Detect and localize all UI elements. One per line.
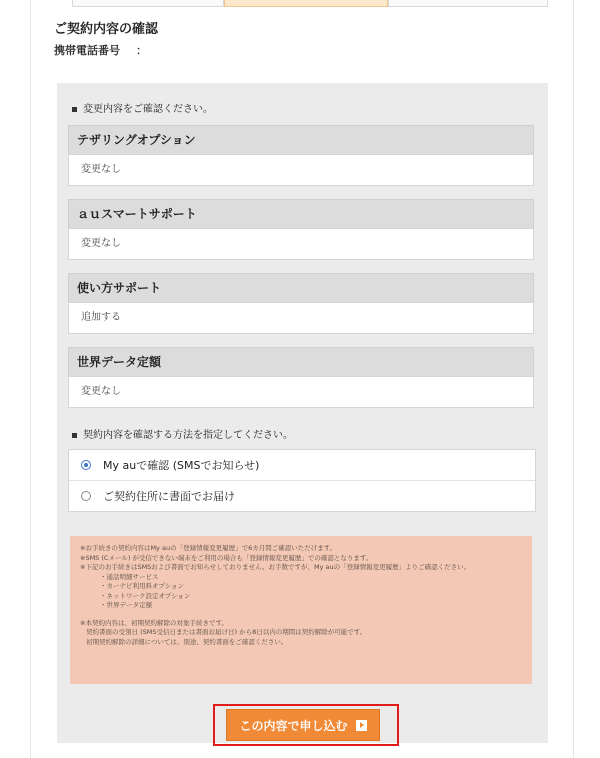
page-title: ご契約内容の確認: [54, 22, 159, 37]
notice-bullet: ・カーナビ利用料オプション: [100, 582, 184, 590]
notice-bullet: ・ネットワーク設定オプション: [100, 591, 191, 600]
square-bullet-icon: [72, 107, 77, 112]
changes-heading: [72, 100, 213, 115]
notice-box: [70, 536, 532, 684]
radio-option-paper[interactable]: [69, 480, 535, 511]
top-tab-segment-active: [224, 0, 388, 7]
square-bullet-icon: [72, 433, 77, 438]
radio-option-label: ご契約住所に書面でお届け: [103, 490, 235, 503]
option-title: 使い方サポート: [68, 273, 534, 302]
phone-number-separator: ：: [136, 44, 147, 57]
option-tethering: [68, 125, 534, 186]
option-au-smart-support: [68, 199, 534, 260]
option-title: 世界データ定額: [68, 347, 534, 376]
top-tab-strip: [72, 0, 548, 6]
notice-line: ※お手続きの契約内容はMy auの「登録情報変更履歴」で6カ月間ご確認いただけます。: [80, 544, 337, 552]
arrow-right-icon: [356, 720, 367, 731]
notice-footer-line: ※本契約内容は、初期契約解除の対象手続きです。: [80, 618, 228, 627]
confirm-method-heading-text: 契約内容を確認する方法を指定してください。: [83, 430, 293, 441]
notice-spacer: [80, 611, 522, 619]
option-value: 追加する: [68, 302, 534, 334]
notice-footer-line: 初期契約解除の詳細については、別途、契約書面をご確認ください。: [86, 637, 288, 646]
top-tab-segment: [72, 0, 224, 7]
confirm-method-radio-group: [68, 449, 536, 512]
radio-option-label: My auで確認 (SMSでお知らせ): [103, 459, 260, 472]
notice-bullet: ・通話明細サービス: [100, 572, 159, 581]
radio-selected-icon[interactable]: [81, 460, 91, 470]
notice-line: ※下記のお手続きはSMSおよび書面でお知らせしておりません。お手数ですが、My auの「登録情報変更履歴」よりご確認ください。: [80, 563, 471, 571]
option-value: 変更なし: [68, 376, 534, 408]
option-world-data-flat: [68, 347, 534, 408]
top-tab-segment: [388, 0, 548, 7]
submit-button[interactable]: [226, 709, 380, 741]
notice-line: ※SMS (Cメール) が受信できない端末をご利用の場合も「登録情報変更履歴」での確認となります。: [80, 553, 373, 562]
changes-heading-text: 変更内容をご確認ください。: [83, 104, 213, 115]
notice-footer-line: 契約書面の受領日 (SMS受信日または書面お届け日) から8日以内の期間は契約解除が可能です。: [86, 628, 367, 636]
submit-button-label: この内容で申し込む: [239, 718, 348, 733]
phone-number-label: 携帯電話番号: [54, 44, 120, 57]
option-value: 変更なし: [68, 154, 534, 186]
confirm-method-heading: [72, 426, 293, 441]
option-usage-support: [68, 273, 534, 334]
radio-option-my-au[interactable]: [69, 450, 535, 480]
radio-unselected-icon[interactable]: [81, 491, 91, 501]
notice-bullet: ・世界データ定額: [100, 601, 152, 609]
option-title: ａｕスマートサポート: [68, 199, 534, 228]
option-value: 変更なし: [68, 228, 534, 260]
option-title: テザリングオプション: [68, 125, 534, 154]
